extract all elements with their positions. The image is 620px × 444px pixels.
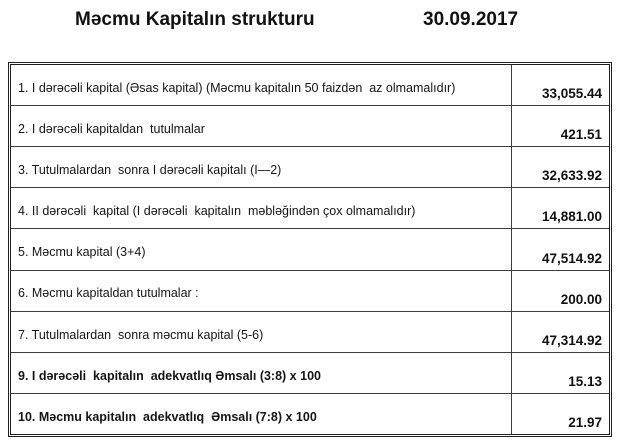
row-value: 15.13 (511, 353, 609, 393)
table-row (11, 270, 609, 311)
row-value: 47,314.92 (511, 312, 609, 352)
row-value: 200.00 (511, 271, 609, 311)
row-label: 1. I dərəcəli kapital (Əsas kapital) (Məcmu kapitalın 50 faizdən az olmamalıdır) (18, 80, 456, 95)
row-label: 7. Tutulmalardan sonra məcmu kapital (5-6) (18, 327, 264, 342)
row-value: 14,881.00 (511, 188, 609, 228)
table-row (11, 352, 609, 393)
row-value: 32,633.92 (511, 147, 609, 187)
capital-structure-table (8, 62, 612, 437)
row-label: 2. I dərəcəli kapitaldan tutulmalar (18, 121, 205, 136)
table-row (11, 311, 609, 352)
table-row (11, 187, 609, 228)
row-label: 3. Tutulmalardan sonra I dərəcəli kapitalı (I—2) (18, 163, 282, 178)
table-row (11, 393, 609, 434)
table-row (11, 228, 609, 269)
table-row (11, 65, 609, 105)
table-row (11, 105, 609, 146)
report-date: 30.09.2017 (423, 9, 519, 30)
table-row (11, 146, 609, 187)
row-label: 6. Məcmu kapitaldan tutulmalar : (18, 286, 199, 301)
row-value: 421.51 (511, 106, 609, 146)
row-value: 33,055.44 (511, 65, 609, 105)
row-value: 21.97 (511, 394, 609, 434)
row-label: 5. Məcmu kapital (3+4) (18, 245, 146, 260)
row-label: 4. II dərəcəli kapital (I dərəcəli kapitalın məbləğindən çox olmamalıdır) (18, 204, 416, 219)
document-header (0, 9, 620, 39)
row-value: 47,514.92 (511, 229, 609, 269)
row-label: 10. Məcmu kapitalın adekvatlıq Əmsalı (7:8) x 100 (18, 409, 317, 424)
document-title: Məcmu Kapitalın strukturu (75, 9, 315, 30)
row-label: 9. I dərəcəli kapitalın adekvatlıq Əmsalı (3:8) x 100 (18, 368, 321, 383)
